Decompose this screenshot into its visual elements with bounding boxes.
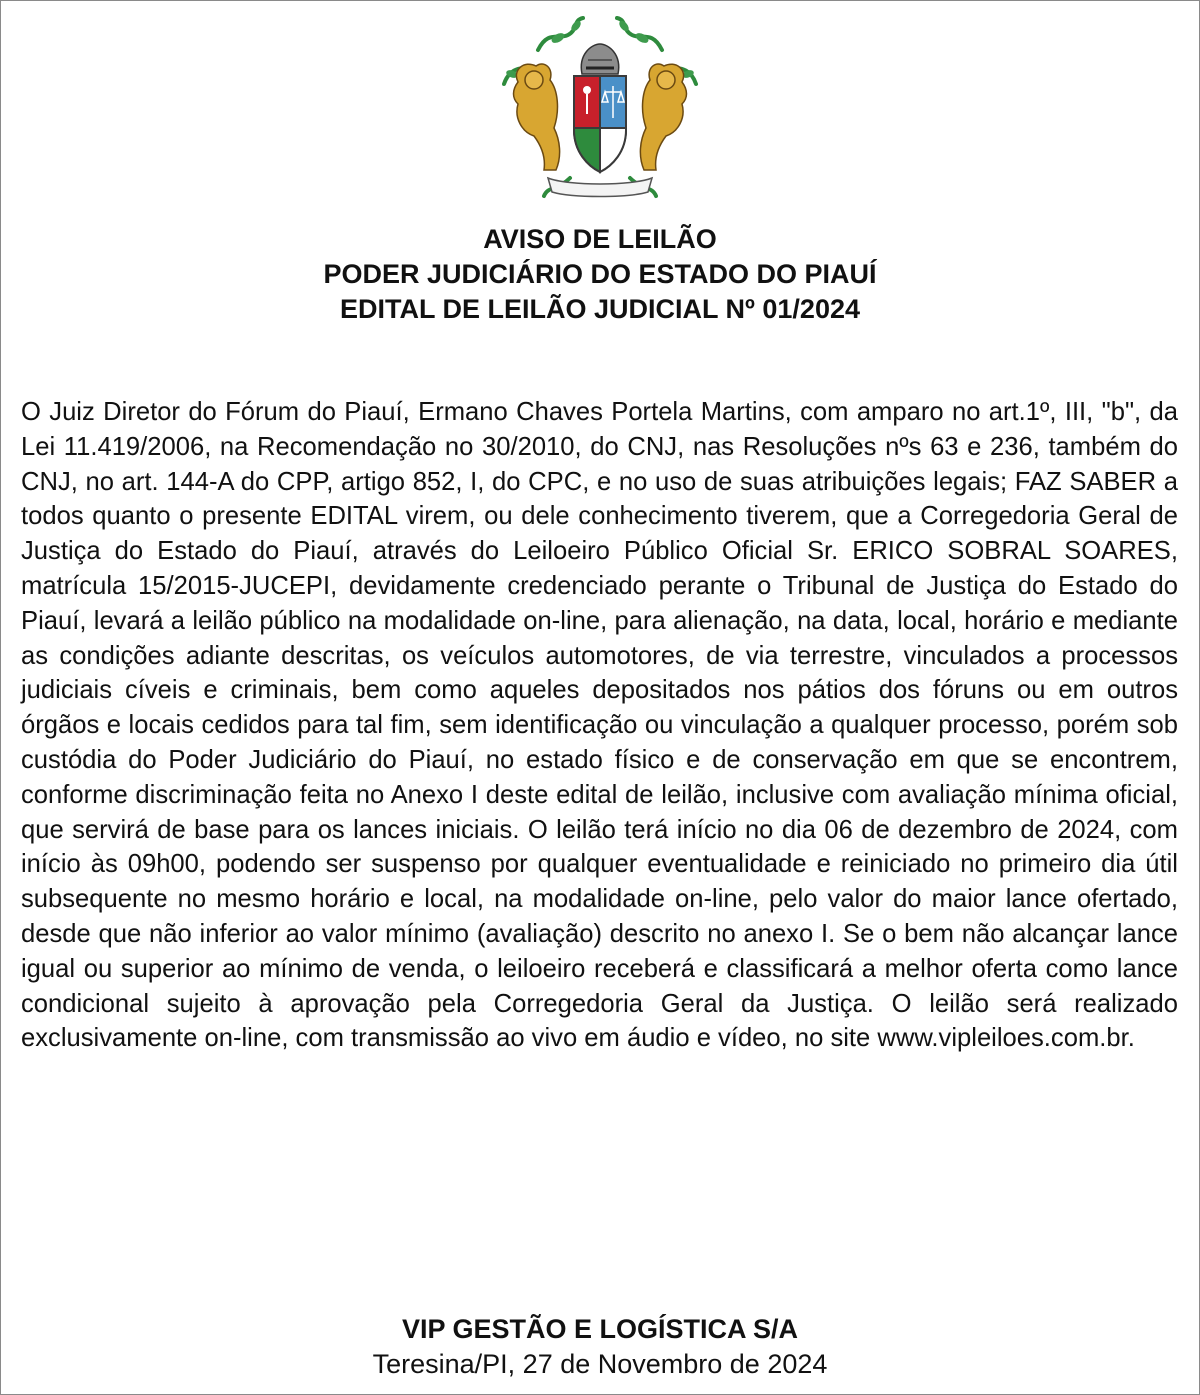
notice-heading [0, 222, 1200, 327]
company-name: VIP GESTÃO E LOGÍSTICA S/A [401, 1314, 799, 1344]
place-and-date: Teresina/PI, 27 de Novembro de 2024 [372, 1349, 828, 1379]
heading-institution: PODER JUDICIÁRIO DO ESTADO DO PIAUÍ [323, 259, 877, 289]
edict-body-paragraph: O Juiz Diretor do Fórum do Piauí, Ermano Chaves Portela Martins, com amparo no art.1º, III, "b", da Lei 11.419/2006, na Recomendação no 30/2010, do CNJ, nas Resoluções nºs 63 e 236, também do CNJ, no art. 144-A do CPP, artigo 852, I, do CPC, e no uso de suas atribuições legais; FAZ SABER a todos quanto o presente EDITAL virem, ou dele conhecimento tiverem, que a Corregedoria Geral de Justiça do Estado do Piauí, através do Leiloeiro Público Oficial Sr. ERICO SOBRAL SOARES, matrícula 15/2015-JUCEPI, devidamente credenciado perante o Tribunal de Justiça do Estado do Piauí, levará a leilão público na modalidade on-line, para alienação, na data, local, horário e mediante as condições adiante descritas, os veículos automotores, de via terrestre, vinculados a processos judiciais cíveis e criminais, bem como aqueles depositados nos pátios dos fóruns ou em outros órgãos e locais cedidos para tal fim, sem identificação ou vinculação a qualquer processo, porém sob custódia do Poder Judiciário do Piauí, no estado físico e de conservação em que se encontrem, conforme discriminação feita no Anexo I deste edital de leilão, inclusive com avaliação mínima oficial, que servirá de base para os lances iniciais. O leilão terá início no dia 06 de dezembro de 2024, com início às 09h00, podendo ser suspenso por qualquer eventualidade e reiniciado no primeiro dia útil subsequente no mesmo horário e local, na modalidade on-line, pelo valor do maior lance ofertado, desde que não inferior ao valor mínimo (avaliação) descrito no anexo I. Se o bem não alcançar lance igual ou superior ao mínimo de venda, o leiloeiro receberá e classificará a melhor oferta como lance condicional sujeito à aprovação pela Corregedoria Geral da Justiça. O leilão será realizado exclusivamente on-line, com transmissão ao vivo em áudio e vídeo, no site www.vipleiloes.com.br. [21, 398, 1178, 1053]
coat-of-arms-icon [478, 10, 722, 202]
heading-title: AVISO DE LEILÃO [483, 224, 717, 254]
heading-edict-number: EDITAL DE LEILÃO JUDICIAL Nº 01/2024 [340, 294, 860, 324]
signature-block [0, 1311, 1200, 1381]
